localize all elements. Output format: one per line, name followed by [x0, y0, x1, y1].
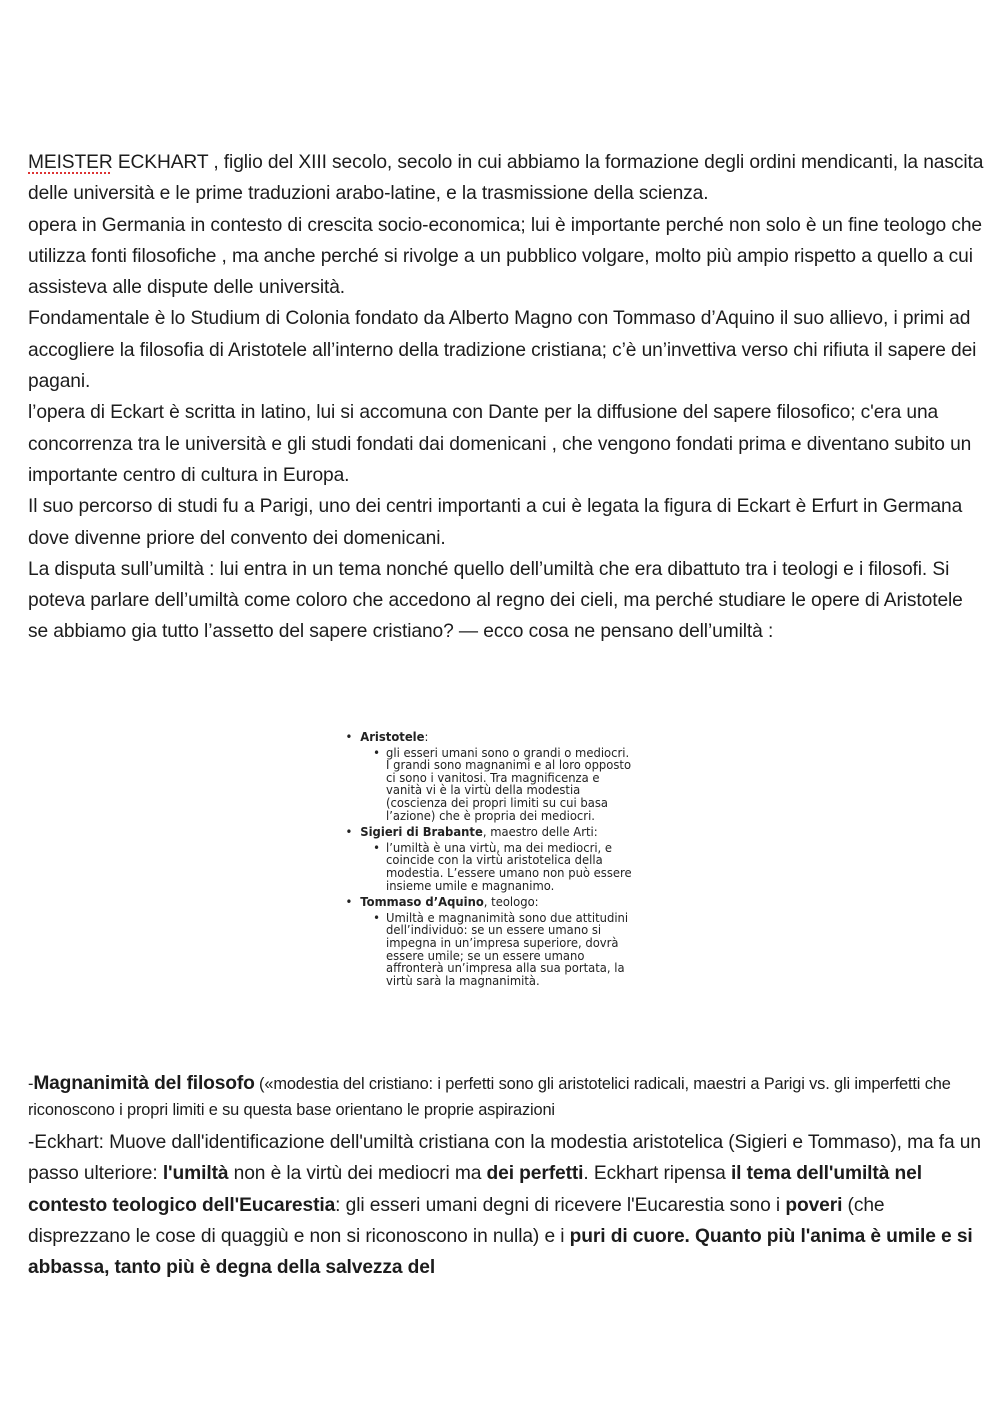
figure-item-role: :: [424, 729, 429, 744]
figure-subitem-aristotele: [340, 744, 634, 823]
paragraph-latin: l’opera di Eckart è scritta in latino, lui si accomuna con Dante per la diffusione del sapere filosofico; c'era una concorrenza tra le università e gli studi fondati dai domenicani , che vengono fondati prima e diventano subito un importante centro di cultura in Europa.: [28, 402, 972, 486]
figure-item-role: , teologo:: [483, 894, 539, 910]
paragraph-text: («modestia del cristiano: i perfetti sono gli aristotelici radicali, maestri a Parigi vs. gli imperfetti che riconoscono i propri limiti e su questa base orientano le proprie aspirazioni: [28, 1075, 951, 1119]
figure-item-role: , maestro delle Arti:: [482, 824, 598, 840]
text-segment: -Eckhart: Muove dall'identificazione dell'umiltà cristiana con la modestia aristotelica (Sigieri e Tommaso), ma fa un passo ulteriore:: [28, 1132, 981, 1185]
figure-subitem-text: Umiltà e magnanimità sono due attitudini dell’individuo: se un essere umano si impegna in un’impresa superiore, dovrà essere umile; se un essere umano affronterà un’impresa alla sua portata, la virtù sarà la magnanimità.: [386, 909, 629, 988]
bullet-icon: •: [373, 839, 380, 855]
figure-item-name: Sigieri di Brabante: [360, 824, 483, 840]
paragraph-magnanimity: [28, 1071, 986, 1123]
bold-segment: dei perfetti: [486, 1163, 584, 1185]
paragraph-studies: Il suo percorso di studi fu a Parigi, uno dei centri importanti a cui è legata la figura di Eckart è Erfurt in Germana dove divenne priore del convento dei domenicani.: [28, 496, 963, 549]
bullet-icon: •: [345, 729, 353, 744]
humility-figure: [340, 731, 634, 991]
figure-item-tommaso: [340, 896, 634, 909]
bold-segment: poveri: [785, 1194, 843, 1216]
bullet-icon: •: [345, 894, 353, 910]
main-text-block: [28, 147, 986, 648]
spellcheck-word: MEISTER: [28, 152, 113, 173]
bullet-icon: •: [373, 744, 380, 760]
text-segment: non è la virtù dei mediocri ma: [228, 1163, 487, 1185]
intro-paragraph: [28, 147, 986, 210]
bottom-text-block: [28, 1071, 986, 1283]
figure-subitem-text: l’umiltà è una virtù, ma dei mediocri, e coincide con la virtù aristotelica della modestia. L’essere umano non può essere insieme umile e magnanimo.: [386, 839, 632, 893]
bold-segment: l'umiltà: [162, 1163, 229, 1185]
bold-segment: il tema dell'umiltà nel contesto teologico dell'Eucarestia: [28, 1163, 922, 1216]
figure-item-sigieri: [340, 826, 634, 839]
figure-item-name: Aristotele: [360, 729, 425, 744]
paragraph-dispute: La disputa sull’umiltà : lui entra in un tema nonché quello dell’umiltà che era dibattuto tra i teologi e i filosofi. Si poteva parlare dell’umiltà come coloro che accedono al regno dei cieli, ma perché studiare le opere di Aristotele se abbiamo gia tutto l’assetto del sapere cristiano? — ecco cosa ne pensano dell’umiltà :: [28, 558, 963, 643]
bullet-icon: •: [345, 824, 353, 840]
paragraph-context: opera in Germania in contesto di crescita socio-economica; lui è importante perché non solo è un fine teologo che utilizza fonti filosofiche , ma anche perché si rivolge a un pubblico volgare, molto più ampio rispetto a quello a cui assisteva alle dispute delle università.: [28, 214, 982, 299]
figure-subitem-tommaso: [340, 909, 634, 988]
paragraph-studium: Fondamentale è lo Studium di Colonia fondato da Alberto Magno con Tommaso d’Aquino il suo allievo, i primi ad accogliere la filosofia di Aristotele all’interno della tradizione cristiana; c’è un’invettiva verso chi rifiuta il sapere dei pagani.: [28, 308, 977, 393]
paragraph-eckhart: [28, 1127, 986, 1283]
figure-subitem-text: gli esseri umani sono o grandi o mediocri. I grandi sono magnanimi e al loro opposto ci sono i vanitosi. Tra magnificenza e vanità vi è la virtù della modestia (coscienza dei propri limiti su cui basa l’azione) che è propria dei mediocri.: [386, 744, 632, 823]
figure-subitem-sigieri: [340, 839, 634, 893]
figure-item-name: Tommaso d’Aquino: [360, 894, 484, 910]
bullet-icon: •: [373, 909, 380, 925]
text-segment: (che disprezzano le cose di quaggiù e non si riconoscono in nulla) e i: [28, 1194, 885, 1247]
bold-heading: Magnanimità del filosofo: [33, 1073, 255, 1094]
bold-segment: puri di cuore. Quanto più l'anima è umile e si abbassa, tanto più è degna della salvezza del: [28, 1225, 973, 1279]
text-segment: : gli esseri umani degni di ricevere l'Eucarestia sono i: [335, 1194, 786, 1216]
dash: -: [28, 1075, 34, 1093]
text-segment: . Eckhart ripensa: [583, 1163, 731, 1185]
intro-text: ECKHART , figlio del XIII secolo, secolo in cui abbiamo la formazione degli ordini mendicanti, la nascita delle università e le prime traduzioni arabo-latine, e la trasmissione della scienza.: [28, 152, 984, 205]
figure-item-aristotele: [340, 731, 634, 744]
